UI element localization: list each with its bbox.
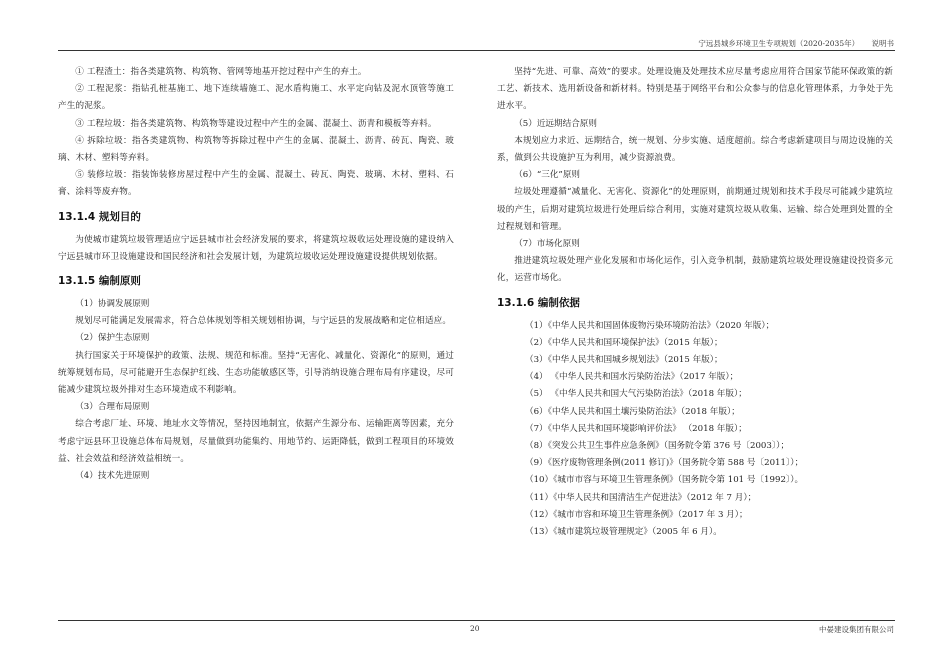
principle-text: 垃圾处理遵循“减量化、无害化、资源化”的处理原则，前期通过规划和技术手段尽可能减少建筑垃圾的产生，后期对建筑垃圾进行处理后综合利用，实施对建筑垃圾从收集、运输、综合处理到处置的全过程规划和管理。 — [497, 187, 893, 232]
company-name: 中晏建设集团有限公司 — [819, 625, 894, 634]
principle-title: （6）“三化”原则 — [514, 170, 581, 181]
waste-type-item: ④ 拆除垃圾：指各类建筑物、构筑物等拆除过程中产生的金属、混凝土、沥青、砖瓦、陶瓷、玻璃、木材、塑料等弃料。 — [58, 135, 454, 164]
waste-type-item: ② 工程泥浆：指钻孔桩基施工、地下连续墙施工、泥水盾构施工、水平定向钻及泥水顶管等施工产生的泥浆。 — [58, 84, 454, 112]
principle-title: （7）市场化原则 — [514, 239, 580, 250]
reference-item: （11）《中华人民共和国清洁生产促进法》（2012 年 7 月）； — [525, 492, 757, 503]
header-title: 宁远县城乡环境卫生专项规划（2020-2035年） — [698, 39, 860, 48]
principle-title: （5）近远期结合原则 — [514, 118, 597, 129]
running-header — [698, 38, 894, 49]
heading-principles: 13.1.5 编制原则 — [58, 275, 141, 288]
reference-item: （6）《中华人民共和国土壤污染防治法》（2018 年版）； — [525, 406, 740, 417]
principle-text: 规划尽可能满足发展需求，符合总体规划等相关规划相协调，与宁远县的发展战略和定位相适应。 — [75, 316, 452, 327]
reference-item: （2）《中华人民共和国环境保护法》（2015 年版）； — [525, 337, 723, 348]
right-column — [497, 64, 893, 541]
principle-title: （4）技术先进原则 — [75, 471, 150, 482]
reference-item: （13）《城市建筑垃圾管理规定》（2005 年 6 月）。 — [525, 527, 722, 538]
purpose-paragraph: 为使城市建筑垃圾管理适应宁远县城市社会经济发展的要求，将建筑垃圾收运处理设施的建设纳入宁远县城市环卫设施建设和国民经济和社会发展计划，为建筑垃圾收运处理设施建设提供规划依据。 — [58, 234, 454, 262]
reference-item: （5） 《中华人民共和国大气污染防治法》（2018 年版）； — [525, 389, 747, 400]
reference-item: （4） 《中华人民共和国水污染防治法》（2017 年版）； — [525, 372, 739, 383]
page-number: 20 — [470, 624, 480, 633]
principle-title: （3）合理布局原则 — [75, 402, 150, 413]
reference-item: （7）《中华人民共和国环境影响评价法》 （2018 年版）； — [525, 423, 747, 434]
heading-basis: 13.1.6 编制依据 — [497, 296, 580, 309]
principle-text: 本规划应力求近、远期结合，统一规划、分步实施、适度超前。综合考虑新建项目与周边设施的关系，做到公共设施护互为利用，减少资源浪费。 — [497, 135, 893, 164]
principle-text: 执行国家关于环境保护的政策、法规、规范和标准。坚持“无害化、减量化、资源化”的原则，通过统筹规划布局，尽可能避开生态保护红线、生态功能敏感区等，引导消纳设施合理布局有序建设，尽可能减少建筑垃圾外排对生态环境造成不利影响。 — [58, 350, 454, 396]
reference-item: （9）《医疗废物管理条例(2011 修订)》（国务院令第 588 号〔2011〕）； — [525, 458, 804, 469]
left-column — [58, 64, 454, 485]
waste-type-item: ⑤ 装修垃圾：指装饰装修房屋过程中产生的金属、混凝土、砖瓦、陶瓷、玻璃、木材、塑料、石膏、涂料等废弃物。 — [58, 170, 454, 198]
reference-item: （12）《城市市容和环境卫生管理条例》（2017 年 3 月）； — [525, 509, 748, 520]
waste-type-item: ① 工程渣土：指各类建筑物、构筑物、管网等地基开挖过程中产生的弃土。 — [75, 67, 367, 77]
heading-planning-purpose: 13.1.4 规划目的 — [58, 210, 141, 223]
header-divider — [58, 50, 895, 51]
reference-list — [497, 318, 893, 542]
reference-item: （3）《中华人民共和国城乡规划法》（2015 年版）； — [525, 355, 723, 366]
principle-title: （1）协调发展原则 — [75, 299, 150, 310]
principle-text: 综合考虑厂址、环境、地址水文等情况，坚持因地制宜，依据产生源分布、运输距离等因素，充分考虑宁远县环卫设施总体布局规划，尽量做到功能集约、用地节约、运距降低，做到工程项目的环境效益、社会效益和经济效益相统一。 — [58, 419, 454, 464]
principle-title: （2）保护生态原则 — [75, 333, 150, 344]
reference-item: （1）《中华人民共和国固体废物污染环境防治法》（2020 年版）； — [525, 320, 775, 331]
reference-item: （10）《城市市容与环境卫生管理条例》（国务院令第 101 号〔1992〕）。 — [525, 475, 804, 486]
principle-text: 推进建筑垃圾处理产业化发展和市场化运作，引入竞争机制，鼓励建筑垃圾处理设施建设投资多元化，运营市场化。 — [497, 256, 893, 284]
reference-item: （8）《突发公共卫生事件应急条例》（国务院令第 376 号〔2003〕）； — [525, 441, 790, 452]
header-section: 说明书 — [871, 39, 894, 48]
footer-divider — [58, 620, 895, 621]
principle-text: 坚持“先进、可靠、高效”的要求。处理设施及处理技术应尽量考虑应用符合国家节能环保政策的新工艺、新技术、选用新设备和新材料。特别是基于网络平台和公众参与的信息化管理体系，力争处于先进水平。 — [497, 67, 893, 112]
waste-type-item: ③ 工程垃圾：指各类建筑物、构筑物等建设过程中产生的金属、混凝土、沥青和模板等弃料。 — [75, 118, 437, 129]
